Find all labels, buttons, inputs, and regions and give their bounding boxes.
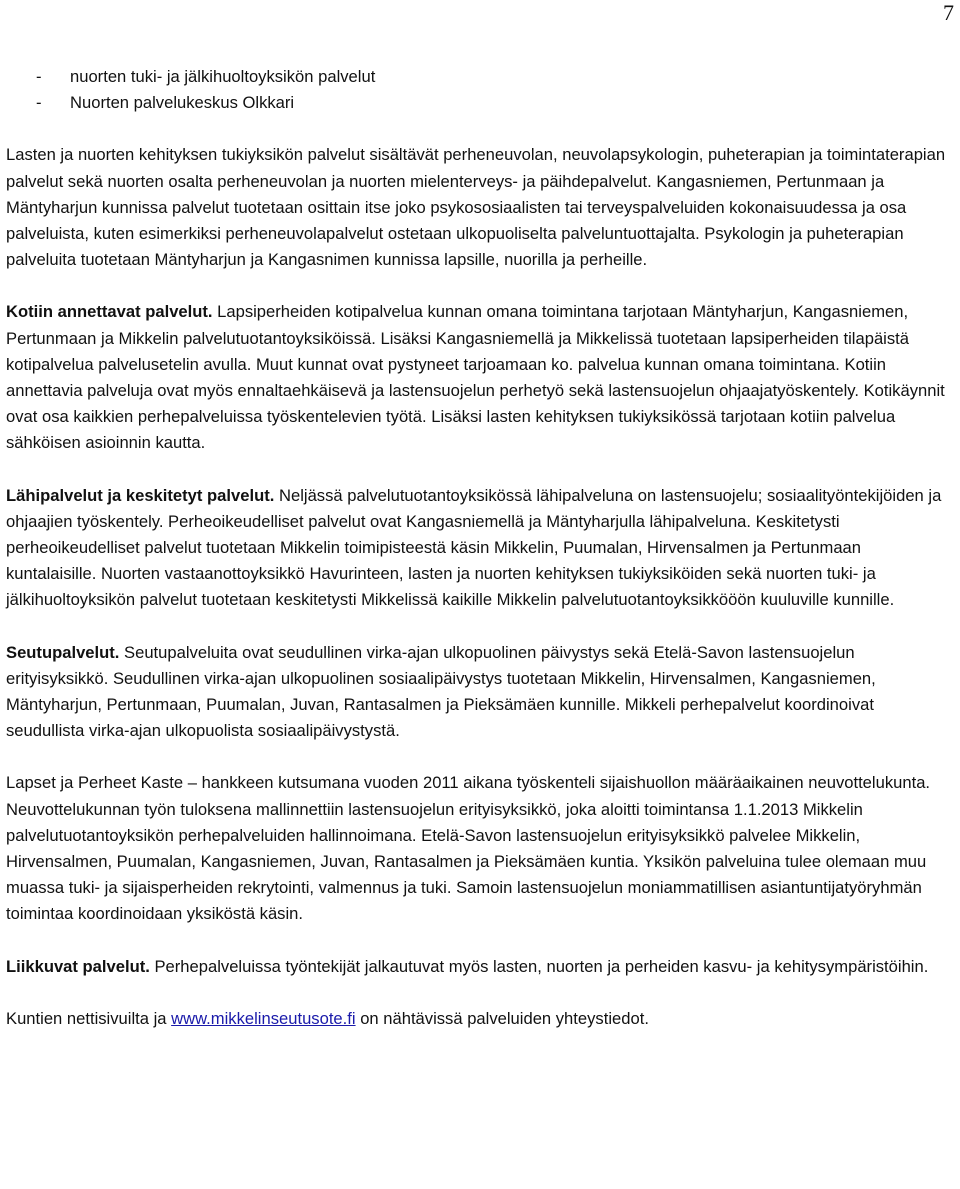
paragraph-text: Lapset ja Perheet Kaste – hankkeen kutsumana vuoden 2011 aikana työskenteli sijaishuollon määräaikainen neuvottelukunta. Neuvottelukunnan työn tuloksena mallinnettiin lastensuojelun erityisyksikkö, joka aloitti toimintansa 1.1.2013 Mikkelin palvelutuotantoyksikön perhepalveluiden hallinnoimana. Etelä-Savon lastensuojelun erityisyksikkö palvelee Mikkelin, Hirvensalmen, Puumalan, Kangasniemen, Juvan, Rantasalmen ja Pieksämäen kuntia. Yksikön palveluina tulee olemaan muu muassa tuki- ja sijaisperheiden rekrytointi, valmennus ja tuki. Samoin lastensuojelun moniammatillisen asiantuntijatyöryhmän toimintaa koordinoidaan yksiköstä käsin. (6, 773, 931, 924)
list-item-text: Nuorten palvelukeskus Olkkari (70, 93, 295, 113)
list-dash: - (36, 67, 42, 86)
section-heading-mobile-services: Liikkuvat palvelut. (6, 956, 150, 976)
paragraph-regional-services (6, 640, 952, 745)
paragraph-text: Lapsiperheiden kotipalvelua kunnan omana toimintana tarjotaan Mäntyharjun, Kangasniemen, Pertunmaan ja Mikkelin palvelutuotantoyksiköissä. Lisäksi Kangasniemellä ja Mikkelissä tuotetaan lapsiperheiden tilapäistä kotipalvelua palvelusetelin avulla. Muut kunnat ovat pystyneet tarjoamaan ko. palvelua kunnan omana toimintana. Kotiin annettavia palveluja ovat myös ennaltaehkäisevä ja lastensuojelun perhetyö sekä lastensuojelun ohjaajatyöskentely. Kotikäynnit ovat osa kaikkien perhepalveluissa työskentelevien työtä. Lisäksi lasten kehityksen tukiyksikössä tarjotaan kotiin palvelua sähköisen asioinnin kautta. (6, 302, 945, 453)
paragraph-text: on nähtävissä palveluiden yhteystiedot. (355, 1008, 649, 1028)
list-item (6, 90, 952, 116)
paragraph-kaste-project (6, 770, 952, 927)
paragraph-contact-info (6, 1006, 952, 1032)
website-link[interactable]: www.mikkelinseutusote.fi (171, 1008, 356, 1028)
document-body (6, 64, 952, 1058)
list-item-text: nuorten tuki- ja jälkihuoltoyksikön palvelut (70, 67, 376, 86)
paragraph-text: Perhepalveluissa työntekijät jalkautuvat myös lasten, nuorten ja perheiden kasvu- ja kehitysympäristöihin. (149, 956, 929, 976)
section-heading-local-services: Lähipalvelut ja keskitetyt palvelut. (6, 485, 275, 505)
paragraph-text: Lasten ja nuorten kehityksen tukiyksikön palvelut sisältävät perheneuvolan, neuvolapsykologin, puheterapian ja toimintaterapian palvelut sekä nuorten osalta perheneuvolan ja nuorten mielenterveys- ja päihdepalvelut. Kangasniemen, Pertunmaan ja Mäntyharjun kunnissa palvelut tuotetaan osittain itse joko psykososiaalisten tai terveyspalveluiden kokonaisuudessa ja osa palveluista, kuten esimerkiksi perheneuvolapalvelut ostetaan ulkopuoliselta palveluntuottajalta. Psykologin ja puheterapian palveluita tuotetaan Mäntyharjun ja Kangasnimen kunnissa lapsille, nuorilla ja perheille. (6, 145, 946, 270)
paragraph-text: Seutupalveluita ovat seudullinen virka-ajan ulkopuolinen päivystys sekä Etelä-Savon lastensuojelun erityisyksikkö. Seudullinen virka-ajan ulkopuolinen sosiaalipäivystys tuotetaan Mikkelin, Hirvensalmen, Kangasniemen, Mäntyharjun, Pertunmaan, Puumalan, Juvan, Rantasalmen ja Pieksämäen kunnille. Mikkeli perhepalvelut koordinoivat seudullista virka-ajan ulkopuolista sosiaalipäivystystä. (6, 642, 876, 741)
paragraph-child-development-support (6, 142, 952, 273)
paragraph-text: Kuntien nettisivuilta ja (6, 1008, 172, 1028)
service-list (6, 64, 952, 116)
paragraph-text: Neljässä palvelutuotantoyksikössä lähipalveluna on lastensuojelu; sosiaalityöntekijöiden ja ohjaajien työskentely. Perheoikeudelliset palvelut ovat Kangasniemellä ja Mäntyharjulla lähipalveluna. Keskitetysti perheoikeudelliset palvelut tuotetaan Mikkelin toimipisteestä käsin Mikkelin, Puumalan, Hirvensalmen ja Pertunmaan kuntalaisille. Nuorten vastaanottoyksikkö Havurinteen, lasten ja nuorten kehityksen tukiyksiköiden sekä nuorten tuki- ja jälkihuoltoyksikön palvelut tuotetaan keskitetysti Mikkelissä kaikille Mikkelin palvelutuotantoyksikkööön kuuluville kunnille. (6, 485, 942, 610)
page-number: 7 (943, 0, 954, 25)
list-dash: - (36, 93, 42, 113)
paragraph-home-services (6, 299, 952, 456)
paragraph-mobile-services (6, 954, 952, 980)
section-heading-regional-services: Seutupalvelut. (6, 642, 120, 662)
section-heading-home-services: Kotiin annettavat palvelut. (6, 302, 213, 322)
list-item (6, 64, 952, 90)
paragraph-local-and-centralized-services (6, 483, 952, 614)
